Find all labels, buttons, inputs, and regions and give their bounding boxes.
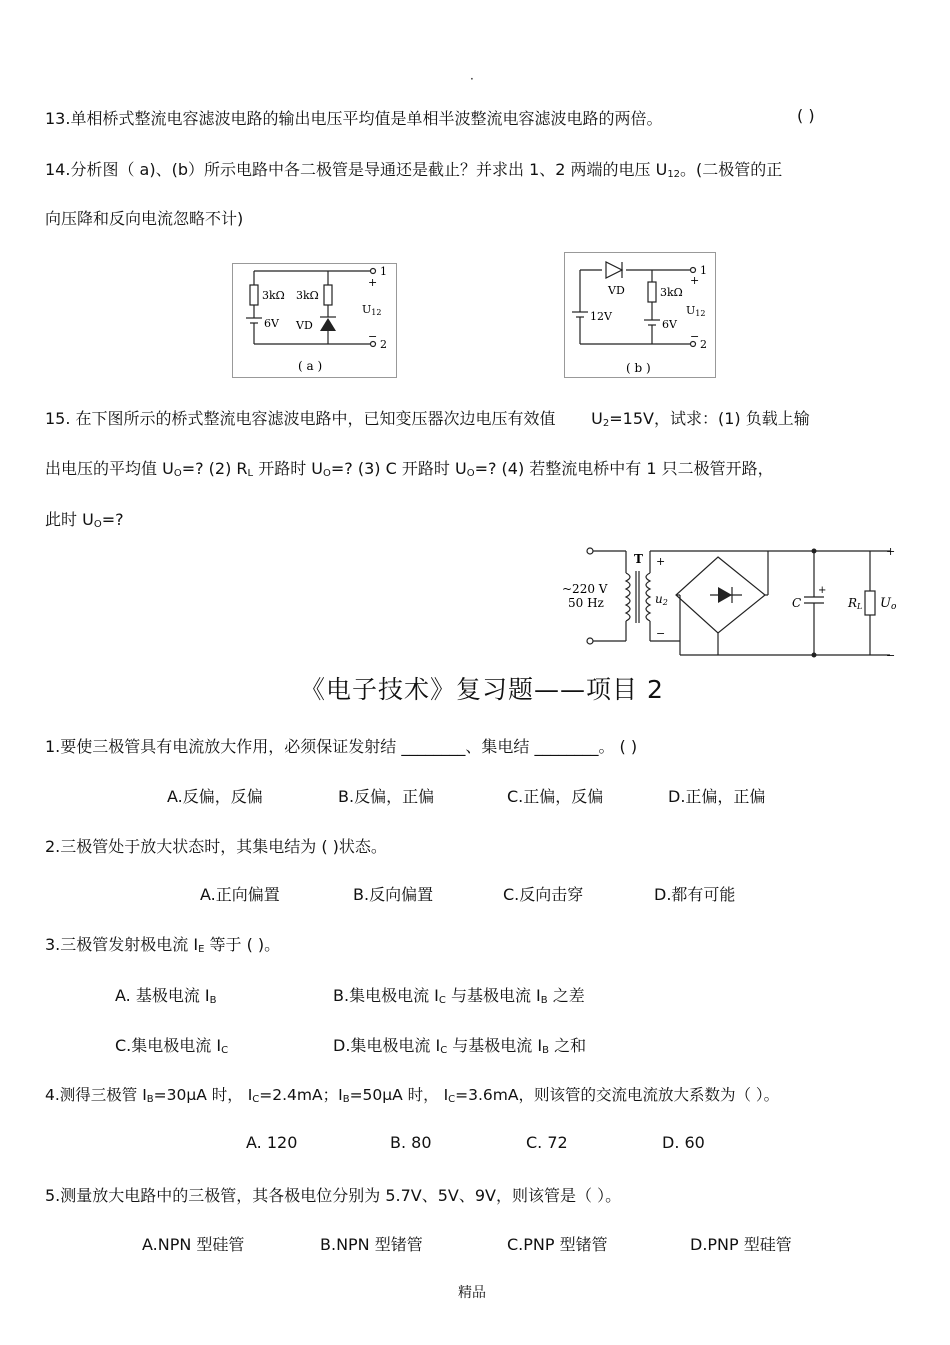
question-15-line1: 15. 在下图所示的桥式整流电容滤波电路中，已知变压器次边电压有效值 $U_2=15V$，试求：(1) 负载上输 <box>45 409 810 429</box>
fig-b-caption: ( b ) <box>626 361 651 375</box>
question-1-option-d: D.正偏，正偏 <box>668 787 766 806</box>
question-2-text: 2.三极管处于放大状态时，其集电结为 ( )状态。 <box>45 837 387 856</box>
question-3-text: 3.三极管发射极电流 $I_E$ 等于 ( )。 <box>45 935 281 955</box>
fig-b-u12: U12 <box>686 304 706 318</box>
bridge-rectifier-figure <box>560 543 905 663</box>
question-3-option-d: D.集电极电流 $I_C$ 与基极电流 $I_B$ 之和 <box>333 1036 587 1056</box>
question-13 <box>45 106 662 129</box>
bridge-u2-plus: + <box>656 555 666 568</box>
footer-label: 精品 <box>458 1285 486 1301</box>
section-title: 《电子技术》复习题——项目 2 <box>300 675 664 704</box>
fig-b-terminal-1: 1 <box>700 264 707 277</box>
question-5-option-c: C.PNP 型锗管 <box>507 1235 608 1254</box>
fig-b-battery1-label: 12V <box>590 310 612 323</box>
question-3-option-b: B.集电极电流 $I_C$ 与基极电流 $I_B$ 之差 <box>333 986 585 1006</box>
bridge-cap-plus: + <box>818 585 827 596</box>
fig-b-r1-label: 3kΩ <box>660 286 683 299</box>
bridge-cap-label: C <box>792 596 802 610</box>
bridge-u2-minus: − <box>656 627 666 640</box>
question-4-option-c: C. 72 <box>526 1133 568 1152</box>
fig-a-diode-label: VD <box>296 319 313 332</box>
fig-a-battery-label: 6V <box>264 317 279 330</box>
fig-a-plus: + <box>368 276 378 289</box>
bridge-uo-label: Uo <box>880 596 897 612</box>
question-4-option-d: D. 60 <box>662 1133 705 1152</box>
question-13-text: 13.单相桥式整流电容滤波电路的输出电压平均值是单相半波整流电容滤波电路的两倍。 <box>45 109 663 128</box>
fig-b-terminal-2: 2 <box>700 338 707 351</box>
fig-a-terminal-1: 1 <box>380 265 387 278</box>
fig-a-u12: U12 <box>362 303 382 317</box>
question-5-option-b: B.NPN 型锗管 <box>320 1235 423 1254</box>
bridge-u2-label: u2 <box>655 592 668 607</box>
fig-a-caption: ( a ) <box>298 359 323 373</box>
fig-b-plus: + <box>690 274 700 287</box>
question-2-option-c: C.反向击穿 <box>503 885 584 904</box>
question-3-option-a: A. 基极电流 $I_B$ <box>115 986 217 1006</box>
question-1-option-c: C.正偏，反偏 <box>507 787 604 806</box>
question-2-option-a: A.正向偏置 <box>200 885 280 904</box>
fig-b-minus: − <box>690 330 700 343</box>
question-3-option-c: C.集电极电流 $I_C$ <box>115 1036 229 1056</box>
fig-a-r2-label: 3kΩ <box>296 289 319 302</box>
fig-b-battery2-label: 6V <box>662 318 677 331</box>
bridge-source-label: ~220 V <box>562 582 608 596</box>
bridge-out-minus: − <box>886 649 896 662</box>
fig-a-r1-label: 3kΩ <box>262 289 285 302</box>
question-5-text: 5.测量放大电路中的三极管，其各极电位分别为 5.7V、5V、9V，则该管是（ ）。 <box>45 1186 622 1205</box>
bridge-freq-label: 50 Hz <box>568 596 604 610</box>
question-5-option-d: D.PNP 型硅管 <box>690 1235 792 1254</box>
question-14-line1: 14.分析图（ a)、(b）所示电路中各二极管是导通还是截止？并求出 1、2 两端的电压 $U_{12}$。(二极管的正 <box>45 160 783 180</box>
question-2-option-d: D.都有可能 <box>654 885 736 904</box>
question-4-option-a: A. 120 <box>246 1133 298 1152</box>
header-dot: · <box>470 72 474 86</box>
fig-a-minus: − <box>368 330 378 343</box>
question-1-option-b: B.反偏，正偏 <box>338 787 435 806</box>
bridge-transformer-label: T <box>634 552 643 566</box>
question-4-text: 4.测得三极管 $I_B=30\mu A$ 时， $I_C=2.4mA$；$I_B=50\mu A$ 时， $I_C=3.6mA$，则该管的交流电流放大系数为（ ）。 <box>45 1086 780 1105</box>
question-13-blank: ( ) <box>797 106 815 125</box>
question-2-option-b: B.反向偏置 <box>353 885 434 904</box>
figure-a-circuit <box>232 263 397 378</box>
fig-b-diode-label: VD <box>608 284 625 297</box>
bridge-load-label: RL <box>848 596 863 611</box>
question-14-line2: 向压降和反向电流忽略不计) <box>45 209 244 228</box>
question-1-text: 1.要使三极管具有电流放大作用，必须保证发射结 ________、集电结 ________。 ( ) <box>45 737 638 756</box>
question-5-option-a: A.NPN 型硅管 <box>142 1235 245 1254</box>
question-15-line3: 此时 $U_O=$? <box>45 510 124 530</box>
question-4-option-b: B. 80 <box>390 1133 432 1152</box>
question-1-option-a: A.反偏，反偏 <box>167 787 263 806</box>
question-15-line2: 出电压的平均值 $U_O=$? (2) $R_L$ 开路时 $U_O=$? (3) C 开路时 $U_O=$? (4) 若整流电桥中有 1 只二极管开路， <box>45 459 774 479</box>
bridge-out-plus: + <box>886 545 896 558</box>
figure-b-circuit <box>564 252 716 378</box>
fig-a-terminal-2: 2 <box>380 338 387 351</box>
